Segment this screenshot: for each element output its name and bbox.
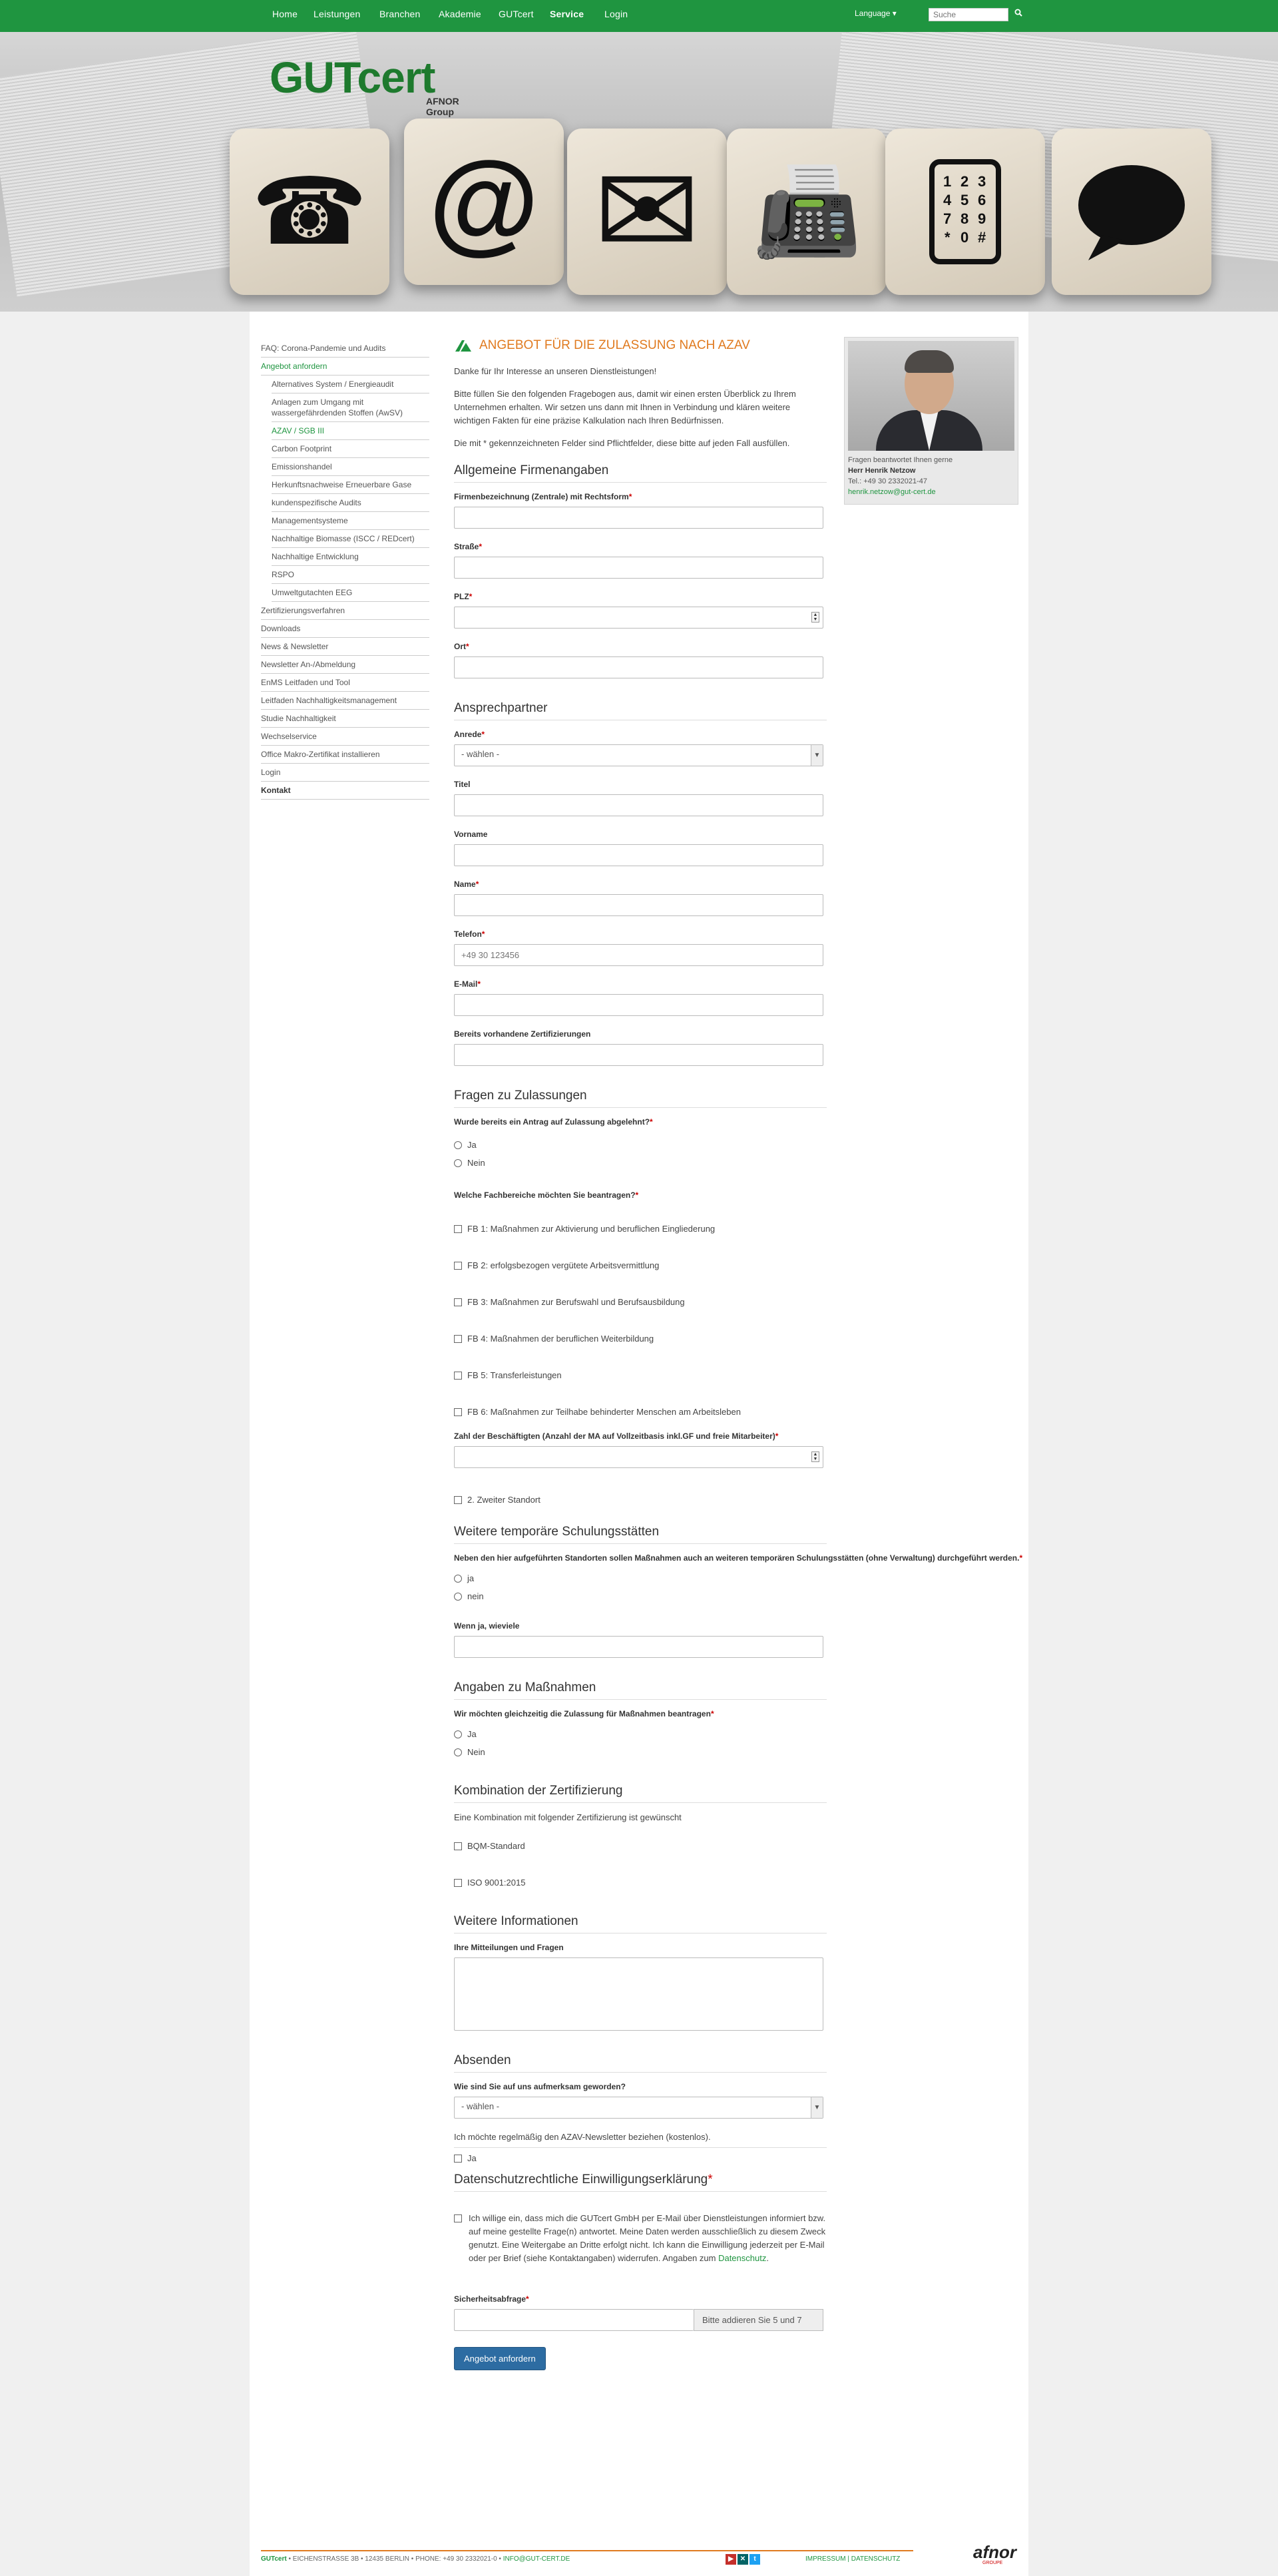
speech-bubble-icon xyxy=(1065,148,1198,275)
checkbox-label: BQM-Standard xyxy=(467,1841,525,1851)
captcha-input[interactable] xyxy=(454,2309,694,2331)
svg-text:6: 6 xyxy=(978,192,986,208)
field-label: Straße* xyxy=(454,542,483,551)
language-label: Language xyxy=(855,9,891,18)
measures-radio-yes[interactable] xyxy=(454,1729,827,1739)
fb5-checkbox[interactable] xyxy=(454,1370,827,1380)
radio-label: Nein xyxy=(467,1158,485,1168)
nav-service[interactable]: Service xyxy=(550,9,584,19)
section-heading: Absenden xyxy=(454,2053,827,2073)
svg-text:9: 9 xyxy=(978,210,986,227)
captcha-group xyxy=(454,2309,823,2331)
sidebar-item-carbon[interactable]: Carbon Footprint xyxy=(272,440,429,458)
svg-text:5: 5 xyxy=(960,192,969,208)
newsletter-text: Ich möchte regelmäßig den AZAV-Newsletter beziehen (kostenlos). xyxy=(454,2132,827,2148)
die-fax xyxy=(727,129,887,295)
header-banner xyxy=(0,32,1278,312)
submit-button[interactable]: Angebot anfordern xyxy=(454,2347,546,2370)
title-input[interactable] xyxy=(454,794,823,816)
field-label: Bereits vorhandene Zertifizierungen xyxy=(454,1029,591,1039)
sidebar-item-faq[interactable]: FAQ: Corona-Pandemie und Audits xyxy=(261,340,429,358)
sidebar-item-newsletter[interactable]: Newsletter An-/Abmeldung xyxy=(261,656,429,674)
nav-branchen[interactable]: Branchen xyxy=(379,9,421,19)
radio-circle[interactable] xyxy=(454,1159,462,1167)
fb6-checkbox[interactable] xyxy=(454,1407,827,1417)
svg-text:#: # xyxy=(978,229,986,246)
checkbox-label: FB 5: Transferleistungen xyxy=(467,1370,562,1380)
contact-photo xyxy=(848,341,1014,451)
company-name-input[interactable] xyxy=(454,507,823,529)
field-label: Ihre Mitteilungen und Fragen xyxy=(454,1943,564,1952)
radio-label: Nein xyxy=(467,1747,485,1757)
search-icon[interactable] xyxy=(1014,9,1022,19)
sidebar-item-enms[interactable]: EnMS Leitfaden und Tool xyxy=(261,674,429,692)
die-keypad xyxy=(885,129,1045,295)
spinner-icon[interactable]: ▲ ▼ xyxy=(811,612,819,623)
content-area xyxy=(250,312,1028,2576)
sidebar-item-wechselservice[interactable]: Wechselservice xyxy=(261,728,429,746)
question-label: Wir möchten gleichzeitig die Zulassung für Maßnahmen beantragen* xyxy=(454,1709,714,1718)
logo-text: GUTcert xyxy=(270,53,435,102)
contact-intro: Fragen beantwortet Ihnen gerne xyxy=(848,456,953,464)
svg-text:3: 3 xyxy=(978,173,986,190)
sidebar-navigation xyxy=(261,340,429,800)
sidebar-item-herkunft[interactable]: Herkunftsnachweise Erneuerbare Gase xyxy=(272,476,429,494)
language-dropdown[interactable] xyxy=(855,9,897,18)
checkbox-box[interactable] xyxy=(454,1262,462,1270)
intro-paragraph: Bitte füllen Sie den folgenden Fragebogen aus, damit wir einen ersten Überblick zu Ihrem Unternehmen erhalten. Wir setzen uns dann mit Ihnen in Verbindung und klären weitere wichtigen Fakten für eine präzise Kalkulation nach Ihren Bedürfnissen. xyxy=(454,389,796,425)
section-zulassungen xyxy=(454,1089,827,1505)
afnor-logo-sub: GROUPE xyxy=(982,2561,1003,2565)
section-weitere-informationen xyxy=(454,1914,827,2031)
second-location-checkbox[interactable] xyxy=(454,1495,827,1505)
existing-certifications-input[interactable] xyxy=(454,1044,823,1066)
field-label: Firmenbezeichnung (Zentrale) mit Rechtsform* xyxy=(454,492,632,501)
checkbox-box[interactable] xyxy=(454,1408,462,1416)
envelope-icon: ✉ xyxy=(594,141,700,282)
chevron-down-icon: ▼ xyxy=(811,2097,823,2118)
die-speech xyxy=(1052,129,1211,295)
logo-subtitle: AFNOR Group xyxy=(426,96,459,117)
svg-text:4: 4 xyxy=(943,192,952,208)
contact-email-link[interactable]: henrik.netzow@gut-cert.de xyxy=(848,488,936,496)
at-sign-icon: @ xyxy=(429,138,539,265)
footer-divider xyxy=(261,2550,913,2551)
page-title xyxy=(454,338,827,353)
checkbox-label: 2. Zweiter Standort xyxy=(467,1495,540,1505)
rejected-radio-no[interactable] xyxy=(454,1158,827,1168)
intro-paragraph: Die mit * gekennzeichneten Felder sind Pflichtfelder, diese bitte auf jeden Fall ausfüllen. xyxy=(454,438,790,448)
svg-text:1: 1 xyxy=(943,173,952,190)
section-heading: Datenschutzrechtliche Einwilligungserklärung* xyxy=(454,2173,827,2192)
die-at xyxy=(404,119,564,285)
radio-circle[interactable] xyxy=(454,1575,462,1583)
zip-input[interactable] xyxy=(454,607,823,629)
phone-icon: ☎ xyxy=(251,159,368,264)
checkbox-label: FB 4: Maßnahmen der beruflichen Weiterbildung xyxy=(467,1334,654,1344)
field-label: Vorname xyxy=(454,830,488,839)
bqm-checkbox[interactable] xyxy=(454,1841,827,1851)
rejected-radio-yes[interactable] xyxy=(454,1140,827,1150)
section-heading: Allgemeine Firmenangaben xyxy=(454,463,827,483)
combination-text: Eine Kombination mit folgender Zertifizierung ist gewünscht xyxy=(454,1812,682,1822)
sidebar-item-biomasse[interactable]: Nachhaltige Biomasse (ISCC / REDcert) xyxy=(272,530,429,548)
contact-name: Herr Henrik Netzow xyxy=(848,467,916,475)
intro-paragraph: Danke für Ihr Interesse an unseren Dienstleistungen! xyxy=(454,366,657,376)
city-input[interactable] xyxy=(454,656,823,678)
checkbox-box[interactable] xyxy=(454,1879,462,1887)
lastname-input[interactable] xyxy=(454,894,823,916)
page-title-text: ANGEBOT FÜR DIE ZULASSUNG NACH AZAV xyxy=(479,338,750,352)
question-label: Welche Fachbereiche möchten Sie beantragen?* xyxy=(454,1190,639,1200)
fb4-checkbox[interactable] xyxy=(454,1334,827,1344)
email-input[interactable] xyxy=(454,994,823,1016)
svg-text:0: 0 xyxy=(960,229,969,246)
nav-akademie[interactable]: Akademie xyxy=(439,9,481,19)
field-label: Wie sind Sie auf uns aufmerksam geworden? xyxy=(454,2082,626,2091)
fb2-checkbox[interactable] xyxy=(454,1260,827,1270)
field-label: Zahl der Beschäftigten (Anzahl der MA auf Vollzeitbasis inkl.GF und freie Mitarbeiter)* xyxy=(454,1431,779,1441)
section-absenden xyxy=(454,2053,827,2163)
section-heading: Weitere temporäre Schulungsstätten xyxy=(454,1525,827,1544)
checkbox-box[interactable] xyxy=(454,1298,462,1306)
field-label: Titel xyxy=(454,780,471,789)
street-input[interactable] xyxy=(454,557,823,579)
consent-checkbox[interactable] xyxy=(454,2212,827,2265)
field-label: Anrede* xyxy=(454,730,485,739)
section-heading: Angaben zu Maßnahmen xyxy=(454,1680,827,1700)
gutcert-arrow-icon xyxy=(454,339,473,352)
checkbox-box[interactable] xyxy=(454,2155,462,2163)
footer-address xyxy=(261,2555,570,2563)
question-label: Wurde bereits ein Antrag auf Zulassung abgelehnt?* xyxy=(454,1117,653,1127)
contact-phone: Tel.: +49 30 2332021-47 xyxy=(848,477,927,485)
radio-label: Ja xyxy=(467,1729,477,1739)
svg-text:*: * xyxy=(945,229,951,246)
sidebar-item-news[interactable]: News & Newsletter xyxy=(261,638,429,656)
radio-circle[interactable] xyxy=(454,1748,462,1756)
radio-label: ja xyxy=(467,1573,475,1583)
checkbox-box[interactable] xyxy=(454,2214,462,2222)
section-massnahmen xyxy=(454,1680,827,1757)
sidebar-item-kundenaudits[interactable]: kundenspezifische Audits xyxy=(272,494,429,512)
spinner-icon[interactable]: ▲ ▼ xyxy=(811,1451,819,1462)
svg-text:7: 7 xyxy=(943,210,952,227)
nav-login[interactable]: Login xyxy=(604,9,628,19)
fb1-checkbox[interactable] xyxy=(454,1224,827,1234)
sidebar-item-kontakt[interactable]: Kontakt xyxy=(261,782,429,800)
salutation-select[interactable] xyxy=(454,744,823,766)
youtube-icon[interactable]: ▶ xyxy=(726,2554,736,2565)
sidebar-item-zertifizierungsverfahren[interactable]: Zertifizierungsverfahren xyxy=(261,602,429,620)
gutcert-logo[interactable] xyxy=(270,52,459,117)
search-input[interactable] xyxy=(929,8,1008,21)
how-many-input[interactable] xyxy=(454,1636,823,1658)
section-heading: Ansprechpartner xyxy=(454,701,827,720)
privacy-link[interactable]: Datenschutz xyxy=(718,2253,767,2263)
temporary-radio-yes[interactable] xyxy=(454,1573,827,1583)
checkbox-box[interactable] xyxy=(454,1372,462,1380)
die-mail xyxy=(567,129,727,295)
twitter-icon[interactable]: t xyxy=(749,2554,760,2565)
die-phone xyxy=(230,129,389,295)
phone-input[interactable] xyxy=(454,944,823,966)
sidebar-item-emissionshandel[interactable]: Emissionshandel xyxy=(272,458,429,476)
section-heading: Kombination der Zertifizierung xyxy=(454,1784,827,1803)
top-navigation xyxy=(0,0,1278,32)
firstname-input[interactable] xyxy=(454,844,823,866)
section-heading: Weitere Informationen xyxy=(454,1914,827,1933)
checkbox-label: FB 1: Maßnahmen zur Aktivierung und beruflichen Eingliederung xyxy=(467,1224,716,1234)
sidebar-item-energieaudit[interactable]: Alternatives System / Energieaudit xyxy=(272,376,429,393)
section-schulungsstaetten xyxy=(454,1525,1023,1658)
sidebar-item-office-makro[interactable]: Office Makro-Zertifikat installieren xyxy=(261,746,429,764)
sidebar-item-login[interactable]: Login xyxy=(261,764,429,782)
section-heading: Fragen zu Zulassungen xyxy=(454,1089,827,1108)
intro-text xyxy=(454,365,827,450)
checkbox-box[interactable] xyxy=(454,1225,462,1233)
checkbox-box[interactable] xyxy=(454,1496,462,1504)
nav-leistungen[interactable]: Leistungen xyxy=(314,9,361,19)
checkbox-label: FB 3: Maßnahmen zur Berufswahl und Berufsausbildung xyxy=(467,1297,685,1307)
section-kombination xyxy=(454,1784,827,1888)
checkbox-label: FB 6: Maßnahmen zur Teilhabe behinderter Menschen am Arbeitsleben xyxy=(467,1407,741,1417)
nav-home[interactable]: Home xyxy=(272,9,298,19)
measures-radio-no[interactable] xyxy=(454,1747,827,1757)
referral-select[interactable] xyxy=(454,2097,823,2119)
checkbox-box[interactable] xyxy=(454,1842,462,1850)
sidebar-item-angebot[interactable]: Angebot anfordern xyxy=(261,358,429,376)
sidebar-item-nachhaltige-entwicklung[interactable]: Nachhaltige Entwicklung xyxy=(272,548,429,566)
checkbox-label: ISO 9001:2015 xyxy=(467,1878,526,1888)
sidebar-item-awsv[interactable]: Anlagen zum Umgang mit wassergefährdenden Stoffen (AwSV) xyxy=(272,393,429,422)
radio-circle[interactable] xyxy=(454,1593,462,1601)
fb3-checkbox[interactable] xyxy=(454,1297,827,1307)
field-label: Wenn ja, wieviele xyxy=(454,1621,520,1631)
footer-email-link[interactable]: INFO@GUT-CERT.DE xyxy=(503,2555,570,2563)
sidebar-item-azav[interactable]: AZAV / SGB III xyxy=(272,422,429,440)
radio-label: nein xyxy=(467,1591,484,1601)
employees-input[interactable] xyxy=(454,1446,823,1468)
temporary-radio-no[interactable] xyxy=(454,1591,827,1601)
afnor-logo: afnor xyxy=(973,2542,1016,2562)
iso9001-checkbox[interactable] xyxy=(454,1878,827,1888)
checkbox-label: FB 2: erfolgsbezogen vergütete Arbeitsvermittlung xyxy=(467,1260,660,1270)
radio-label: Ja xyxy=(467,1140,477,1150)
chevron-down-icon: ▼ xyxy=(811,745,823,766)
sidebar-item-rspo[interactable]: RSPO xyxy=(272,566,429,584)
footer-links[interactable]: IMPRESSUM | DATENSCHUTZ xyxy=(805,2555,901,2563)
radio-circle[interactable] xyxy=(454,1141,462,1149)
section-datenschutz xyxy=(454,2173,827,2370)
sidebar-item-downloads[interactable]: Downloads xyxy=(261,620,429,638)
field-label: Sicherheitsabfrage* xyxy=(454,2294,529,2304)
sidebar-item-eeg[interactable]: Umweltgutachten EEG xyxy=(272,584,429,602)
field-label: E-Mail* xyxy=(454,979,481,989)
footer-brand: GUTcert xyxy=(261,2555,287,2563)
field-label: PLZ* xyxy=(454,592,473,601)
mobile-phone-icon xyxy=(899,148,1032,275)
captcha-hint: Bitte addieren Sie 5 und 7 xyxy=(694,2309,823,2331)
radio-circle[interactable] xyxy=(454,1730,462,1738)
sidebar-item-studie[interactable]: Studie Nachhaltigkeit xyxy=(261,710,429,728)
select-value: - wählen - xyxy=(461,749,500,759)
sidebar-item-managementsysteme[interactable]: Managementsysteme xyxy=(272,512,429,530)
footer-address-text: • EICHENSTRASSE 3B • 12435 BERLIN • PHONE: +49 30 2332021-0 • xyxy=(286,2555,503,2563)
question-label: Neben den hier aufgeführten Standorten sollen Maßnahmen auch an weiteren temporären Schulungsstätten (ohne Verwaltung) durchgeführt werden.* xyxy=(454,1553,1023,1563)
field-label: Ort* xyxy=(454,642,469,651)
field-label: Telefon* xyxy=(454,929,485,939)
consent-text: Ich willige ein, dass mich die GUTcert GmbH per E-Mail über Dienstleistungen informiert bzw. auf meine gestellte Frage(n) antwortet. Meine Daten werden ausschließlich zu diesem Zweck genutzt. Eine Weitergabe an Dritte erfolgt nicht. Ich kann die Einwilligung jederzeit per E-Mail oder per Brief (siehe Kontaktangaben) widerrufen. Angaben zum Datenschutz. xyxy=(469,2213,826,2263)
fax-icon: 📠 xyxy=(753,163,861,260)
checkbox-label: Ja xyxy=(467,2153,477,2163)
section-firmenangaben xyxy=(454,463,827,678)
checkbox-box[interactable] xyxy=(454,1335,462,1343)
xing-icon[interactable]: ✕ xyxy=(738,2554,748,2565)
messages-textarea[interactable] xyxy=(454,1957,823,2031)
footer xyxy=(261,2542,1020,2570)
svg-text:2: 2 xyxy=(960,173,969,190)
sidebar-item-leitfaden[interactable]: Leitfaden Nachhaltigkeitsmanagement xyxy=(261,692,429,710)
contact-card xyxy=(844,337,1018,505)
nav-gutcert[interactable]: GUTcert xyxy=(499,9,534,19)
chevron-down-icon: ▾ xyxy=(892,9,897,18)
select-value: - wählen - xyxy=(461,2101,500,2111)
section-ansprechpartner xyxy=(454,701,827,1066)
newsletter-checkbox[interactable] xyxy=(454,2153,827,2163)
field-label: Name* xyxy=(454,880,479,889)
svg-text:8: 8 xyxy=(960,210,969,227)
